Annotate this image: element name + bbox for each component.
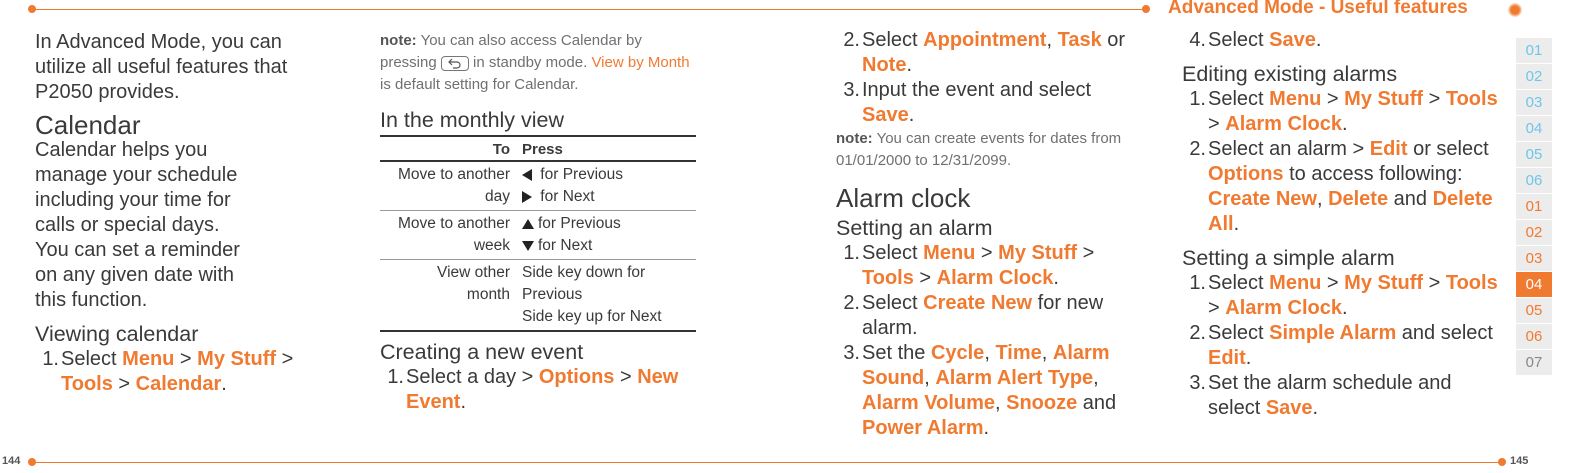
- table-cell-to: Move to another week: [380, 211, 516, 260]
- column-2: [380, 30, 698, 415]
- chapter-tab-active[interactable]: 04: [1516, 272, 1552, 298]
- creating-event-heading: Creating a new event: [380, 340, 584, 364]
- step-text: Select: [862, 292, 924, 314]
- press-text: Side key up for Next: [522, 308, 662, 325]
- press-text: for Next: [538, 237, 593, 254]
- task-link: Task: [1057, 29, 1102, 51]
- my-stuff-link: My Stuff: [197, 348, 277, 370]
- chapter-tab[interactable]: 03: [1516, 90, 1552, 116]
- editing-alarms-heading: Editing existing alarms: [1182, 62, 1398, 86]
- alarm-alert-type-link: Alarm Alert Type: [935, 367, 1094, 389]
- step-number: 1.: [1189, 272, 1206, 294]
- simple-alarm-heading: Setting a simple alarm: [1182, 246, 1395, 270]
- tools-link: Tools: [862, 267, 914, 289]
- note-label: note:: [836, 130, 873, 147]
- note-event-dates: [836, 128, 1136, 172]
- footer-rule: [32, 462, 1502, 463]
- alarm-clock-link: Alarm Clock: [1225, 113, 1342, 135]
- delete-all-link: Delete All: [1208, 188, 1493, 235]
- column-3: [836, 28, 1136, 441]
- note-label: note:: [380, 32, 417, 49]
- footer-rule-dot-right: [1498, 458, 1506, 466]
- step-number: 1.: [1189, 88, 1206, 110]
- left-arrow-icon: [522, 169, 532, 181]
- calendar-heading: Calendar: [35, 110, 141, 140]
- table-cell-to: View other month: [380, 260, 516, 332]
- separator: >: [614, 366, 638, 388]
- step-text: Select: [1208, 272, 1270, 294]
- table-cell-to: Move to another day: [380, 161, 516, 211]
- table-cell-press: [516, 260, 696, 332]
- creating-steps-cont: [836, 28, 1136, 128]
- my-stuff-link: My Stuff: [1344, 272, 1424, 294]
- note-text: You can also access Calendar by pressing: [380, 32, 642, 71]
- step-number: 1.: [42, 348, 59, 370]
- chapter-tab[interactable]: 05: [1516, 298, 1552, 324]
- create-new-link: Create New: [923, 292, 1033, 314]
- column-header-press: Press: [516, 136, 696, 161]
- alarm-sound-link: Alarm Sound: [862, 342, 1110, 389]
- step-number: 2.: [843, 29, 860, 51]
- page-number-right: 145: [1510, 455, 1529, 467]
- menu-link: Menu: [923, 242, 976, 264]
- list-item: 3. Input the event and select Save.: [836, 78, 1136, 128]
- list-item: 1. Select Menu > My Stuff > Tools > Alarm Clock.: [836, 241, 1136, 291]
- options-link: Options: [1208, 163, 1284, 185]
- press-text: for Previous: [536, 166, 624, 183]
- list-item: 1. Select a day > Options > New Event.: [380, 365, 698, 415]
- options-link: Options: [538, 366, 615, 388]
- alarm-clock-link: Alarm Clock: [936, 267, 1054, 289]
- chapter-tab[interactable]: 06: [1516, 324, 1552, 350]
- menu-link: Menu: [122, 348, 175, 370]
- note-calendar-access: [380, 30, 698, 96]
- chapter-tab[interactable]: 04: [1516, 116, 1552, 142]
- step-text: and: [1077, 392, 1117, 414]
- list-item: 2. Select an alarm > Edit or select Options to access following: Create New, Delete and Delete All.: [1182, 137, 1504, 237]
- list-item: [836, 291, 1136, 341]
- monthly-view-heading: In the monthly view: [380, 108, 565, 132]
- step-number: 3.: [843, 342, 860, 364]
- my-stuff-link: My Stuff: [998, 242, 1078, 264]
- intro-paragraph: In Advanced Mode, you can utilize all useful features that P2050 provides.: [35, 31, 288, 103]
- alarm-volume-link: Alarm Volume: [862, 392, 995, 414]
- page-number-left: 144: [2, 455, 21, 467]
- table-row: [380, 260, 696, 332]
- header-glow-dot: [1508, 3, 1522, 17]
- step-text: Select an alarm >: [1208, 138, 1370, 160]
- my-stuff-link: My Stuff: [1344, 88, 1424, 110]
- menu-link: Menu: [1269, 88, 1322, 110]
- calendar-description: Calendar helps you manage your schedule including your time for calls or special days. You can set a reminder on any given date with this function.: [35, 139, 240, 311]
- step-text: and select: [1396, 322, 1493, 344]
- step-text: and: [1388, 188, 1433, 210]
- note-text: You can create events for dates from 01/01/2000 to 12/31/2099.: [836, 130, 1122, 169]
- step-text: Set the alarm schedule and select: [1208, 372, 1452, 419]
- list-item: 3. Set the alarm schedule and select Save.: [1182, 371, 1504, 421]
- list-item: 4. Select Save.: [1182, 28, 1504, 53]
- step-text: Select: [1208, 322, 1270, 344]
- viewing-steps: [35, 347, 315, 397]
- column-4: [1182, 28, 1504, 421]
- step-number: 1.: [843, 242, 860, 264]
- calendar-link: Calendar: [135, 373, 222, 395]
- chapter-tab[interactable]: 01: [1516, 38, 1552, 64]
- step-number: 4.: [1189, 29, 1206, 51]
- chapter-tab[interactable]: 02: [1516, 220, 1552, 246]
- viewing-calendar-heading: Viewing calendar: [35, 322, 199, 346]
- step-text: Set the: [862, 342, 931, 364]
- appointment-link: Appointment: [923, 29, 1047, 51]
- press-text: Side key down for Previous: [522, 264, 646, 303]
- up-arrow-icon: [522, 219, 534, 229]
- separator: >: [276, 348, 294, 370]
- chapter-tab[interactable]: 06: [1516, 168, 1552, 194]
- down-arrow-icon: [522, 241, 534, 251]
- editing-steps: [1182, 87, 1504, 237]
- save-link: Save: [862, 104, 909, 126]
- save-link: Save: [1265, 397, 1313, 419]
- chapter-tab[interactable]: 03: [1516, 246, 1552, 272]
- setting-alarm-heading: Setting an alarm: [836, 216, 993, 240]
- alarm-clock-heading: Alarm clock: [836, 183, 971, 213]
- edit-link: Edit: [1208, 347, 1246, 369]
- list-item: 2. Select Simple Alarm and select Edit.: [1182, 321, 1504, 371]
- separator: >: [112, 373, 136, 395]
- page-header-title: Advanced Mode - Useful features: [1168, 0, 1468, 18]
- list-item: [35, 347, 315, 397]
- column-header-to: To: [380, 136, 516, 161]
- new-event-link: New Event: [406, 366, 679, 413]
- delete-link: Delete: [1328, 188, 1389, 210]
- step-text: Input the event and select: [862, 79, 1092, 101]
- chapter-tab[interactable]: 02: [1516, 64, 1552, 90]
- monthly-view-table: [380, 135, 696, 332]
- step-number: 3.: [1189, 372, 1206, 394]
- table-row: [380, 211, 696, 260]
- step-text: Select: [61, 348, 123, 370]
- tools-link: Tools: [1445, 272, 1498, 294]
- header-rule-dot-right: [1142, 5, 1150, 13]
- list-item: 1. Select Menu > My Stuff > Tools > Alarm Clock.: [1182, 271, 1504, 321]
- cycle-link: Cycle: [930, 342, 985, 364]
- snooze-link: Snooze: [1006, 392, 1078, 414]
- note-text: is default setting for Calendar.: [380, 76, 579, 93]
- step-text: for new alarm.: [862, 292, 1104, 339]
- tools-link: Tools: [61, 373, 113, 395]
- header-rule: [32, 9, 1146, 10]
- list-item: 1. Select Menu > My Stuff > Tools > Alarm Clock.: [1182, 87, 1504, 137]
- edit-link: Edit: [1369, 138, 1408, 160]
- menu-link: Menu: [1269, 272, 1322, 294]
- list-item: 3. Set the Cycle, Time, Alarm Sound, Alarm Alert Type, Alarm Volume, Snooze and Power Alarm.: [836, 341, 1136, 441]
- setting-alarm-steps: [836, 241, 1136, 441]
- step-number: 1.: [387, 366, 404, 388]
- table-cell-press: [516, 211, 696, 260]
- back-key-icon: [441, 56, 469, 71]
- chapter-tab[interactable]: 01: [1516, 194, 1552, 220]
- note-text: in standby mode.: [468, 54, 592, 71]
- period: .: [221, 373, 227, 395]
- step-number: 2.: [1189, 322, 1206, 344]
- step-text: or select: [1407, 138, 1489, 160]
- setting-alarm-steps-cont: [1182, 28, 1504, 53]
- step-text: Select: [862, 242, 924, 264]
- chapter-tab[interactable]: 05: [1516, 142, 1552, 168]
- save-link: Save: [1269, 29, 1316, 51]
- alarm-clock-link: Alarm Clock: [1225, 297, 1342, 319]
- step-text: to access following:: [1283, 163, 1463, 185]
- right-arrow-icon: [522, 191, 532, 203]
- time-link: Time: [995, 342, 1042, 364]
- step-text: or: [1101, 29, 1126, 51]
- simple-alarm-link: Simple Alarm: [1269, 322, 1397, 344]
- table-cell-press: [516, 161, 696, 211]
- table-header-row: [380, 136, 696, 161]
- press-text: for Next: [536, 188, 595, 205]
- step-text: Select: [862, 29, 924, 51]
- column-1: [35, 30, 315, 397]
- step-text: Select: [1208, 88, 1270, 110]
- simple-alarm-steps: [1182, 271, 1504, 421]
- step-number: 3.: [843, 79, 860, 101]
- step-number: 2.: [1189, 138, 1206, 160]
- creating-steps: [380, 365, 698, 415]
- table-row: [380, 161, 696, 211]
- step-text: Select a day >: [406, 366, 539, 388]
- press-text: for Previous: [538, 215, 621, 232]
- separator: >: [174, 348, 198, 370]
- power-alarm-link: Power Alarm: [862, 417, 984, 439]
- chapter-tab[interactable]: 07: [1516, 350, 1552, 376]
- step-number: 2.: [843, 292, 860, 314]
- create-new-link: Create New: [1208, 188, 1317, 210]
- view-by-month-link: View by Month: [591, 54, 690, 71]
- tools-link: Tools: [1445, 88, 1498, 110]
- note-link: Note: [862, 54, 907, 76]
- list-item: 2. Select Appointment, Task or Note.: [836, 28, 1136, 78]
- step-text: Select: [1208, 29, 1270, 51]
